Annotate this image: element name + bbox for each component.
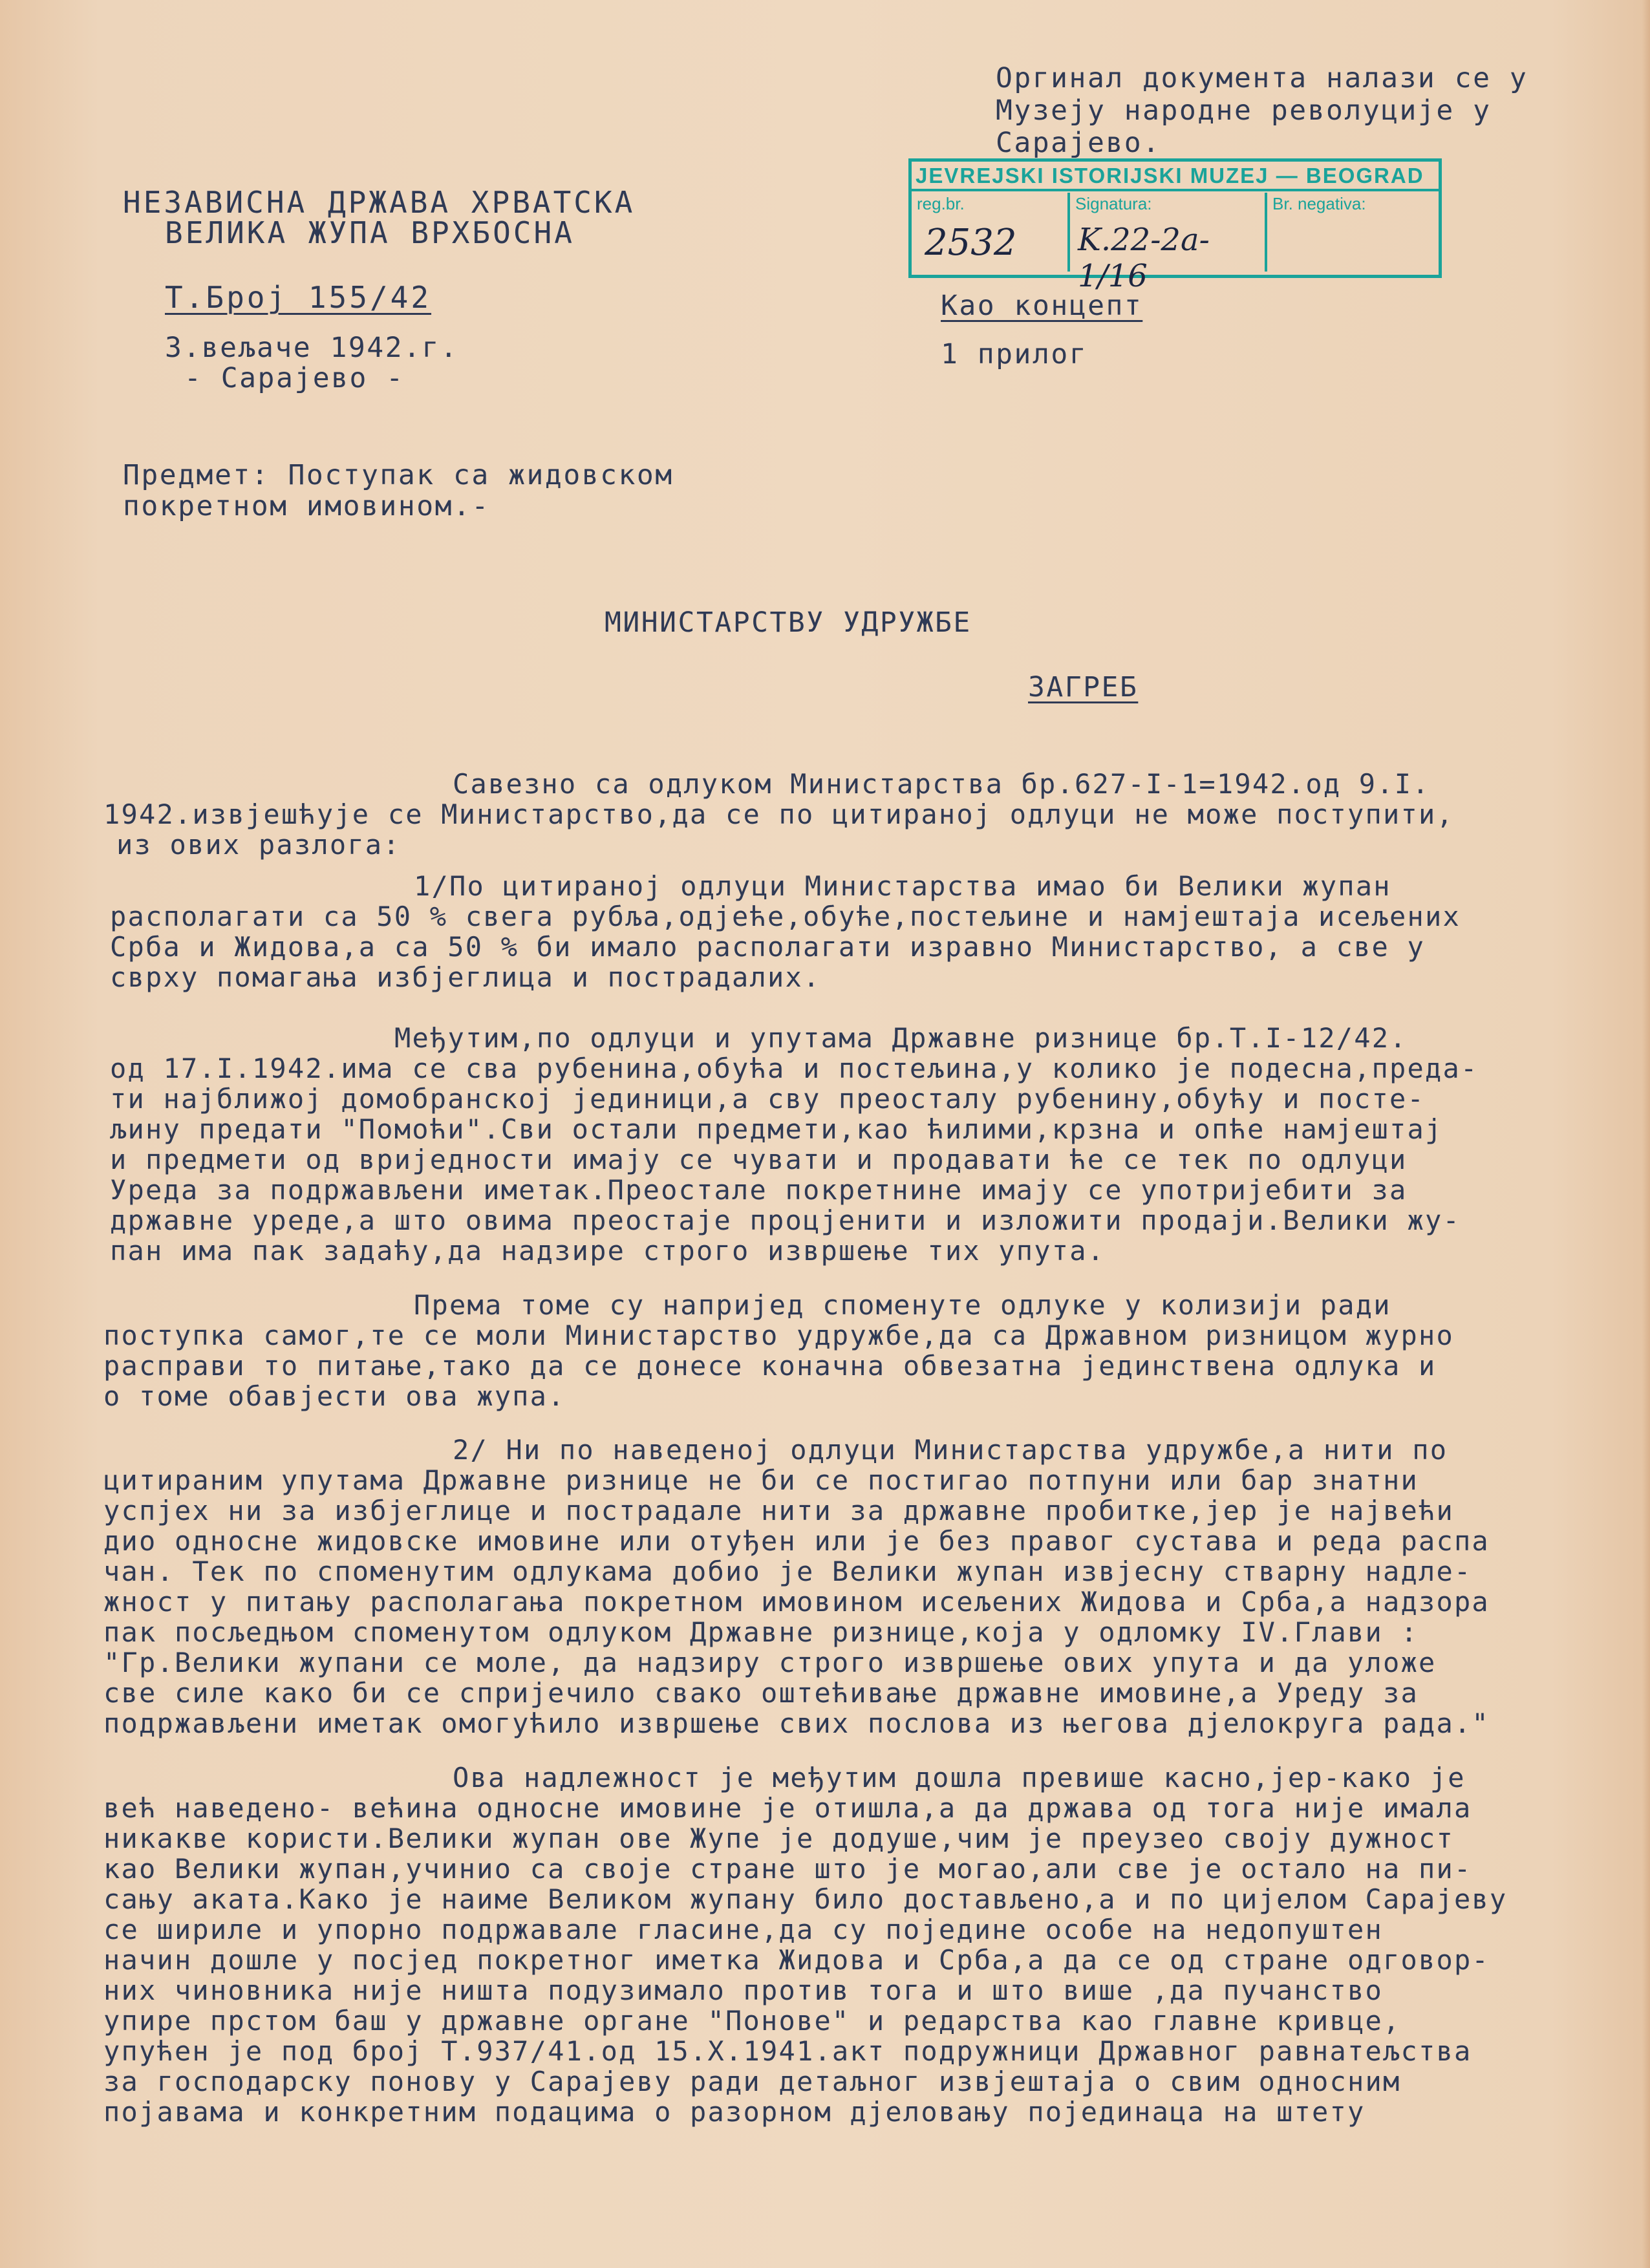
body-line: располагати са 50 % свега рубља,одјеће,обуће,постељине и намјештаја исељених <box>110 901 1461 932</box>
body-line: државне уреде,а што овима преостаје процјенити и изложити продаји.Велики жу- <box>110 1204 1461 1236</box>
body-line: о томе обавјести ова жупа. <box>103 1380 566 1412</box>
body-line: никакве користи.Велики жупан ове Жупе је додуше,чим је преузео своју дужност <box>103 1823 1454 1854</box>
body-line: 2/ Ни по наведеној одлуци Министарства удружбе,а нити по <box>453 1434 1448 1466</box>
body-line: "Гр.Велики жупани се моле, да надзиру строго извршење ових упута и да уложе <box>103 1647 1437 1678</box>
body-line: сању аката.Како је наиме Великом жупану било достављено,а и по цијелом Сарајеву <box>103 1883 1508 1915</box>
body-line: из ових разлога: <box>116 829 401 861</box>
body-line: 1942.извјешћује се Министарство,да се по цитираној одлуци не може поступити, <box>103 798 1454 830</box>
body-line: Савезно са одлуком Министарства бр.627-I-1=1942.од 9.I. <box>453 768 1430 800</box>
body-line: пан има пак задаћу,да надзире строго извршење тих упута. <box>110 1235 1106 1267</box>
body-line: Према томе су напријед споменуте одлуке у колизији ради <box>414 1289 1391 1321</box>
body-line: чан. Тек по споменутим одлукама добио је Велики жупан извјесну стварну надле- <box>103 1556 1472 1587</box>
document-place: - Сарајево - <box>184 362 405 394</box>
body-line: сврху помагања избјеглица и пострадалих. <box>110 961 821 993</box>
stamp-negativ-label: Br. negativa: <box>1272 194 1366 213</box>
stamp-signatura-value: K.22-2a-1/16 <box>1078 222 1210 294</box>
page-edge <box>1642 0 1650 2268</box>
body-line: поступка самог,те се моли Министарство удружбе,да са Државном ризницом журно <box>103 1320 1454 1351</box>
body-line: расправи то питање,тако да се донесе коначна обвезатна јединствена одлука и <box>103 1350 1437 1382</box>
body-line: упире прстом баш у државне органе "Понове" и редарства као главне кривце, <box>103 2005 1401 2037</box>
body-line: жност у питању располагања покретном имовином исељених Жидова и Срба,а надзора <box>103 1586 1490 1618</box>
body-line: 1/По цитираној одлуци Министарства имао би Велики жупан <box>414 870 1391 902</box>
state-name: НЕЗАВИСНА ДРЖАВА ХРВАТСКА <box>123 185 636 220</box>
body-line: као Велики жупан,учинио са своје стране што је могао,али све је остало на пи- <box>103 1853 1472 1885</box>
county-name: ВЕЛИКА ЖУПА ВРХБОСНА <box>165 215 575 250</box>
stamp-reg-cell <box>912 193 1070 272</box>
body-line: пак посљедњом споменутом одлуком Државне ризнице,која у одломку IV.Глави : <box>103 1616 1419 1648</box>
body-line: дио односне жидовске имовине или отуђен или је без правог сустава и реда распа <box>103 1525 1490 1557</box>
body-line: них чиновника није ништа подузимало против тога и што више ,да пучанство <box>103 1974 1384 2006</box>
stamp-signatura-cell <box>1070 193 1267 294</box>
attachment-label: 1 прилог <box>941 338 1088 370</box>
body-line: већ наведено- већина односне имовине је отишла,а да држава од тога није имала <box>103 1792 1472 1824</box>
archive-note-line-3: Сарајево. <box>996 127 1161 159</box>
recipient-city: ЗАГРЕБ <box>1028 671 1139 703</box>
recipient-ministry: МИНИСТАРСТВУ УДРУЖБЕ <box>605 606 972 639</box>
subject-line-1: Предмет: Поступак са жидовском <box>123 459 674 491</box>
archive-note-line-2: Музеју народне револуције у <box>996 94 1492 127</box>
document-date: 3.вељаче 1942.г. <box>165 332 459 364</box>
stamp-negativ-cell <box>1267 193 1432 272</box>
archive-note-line-1: Оргинал документа налази се у <box>996 62 1528 94</box>
body-line: и предмети од вриједности имају се чувати и продавати ће се тек по одлуци <box>110 1144 1408 1175</box>
document-number: Т.Број 155/42 <box>165 280 432 315</box>
body-line: се шириле и упорно подржавале гласине,да су поједине особе на недопуштен <box>103 1914 1384 1945</box>
stamp-signatura-label: Signatura: <box>1075 194 1152 213</box>
body-line: Уреда за подржављени иметак.Преостале покретнине имају се употријебити за <box>110 1174 1408 1206</box>
body-line: Ова надлежност је међутим дошла превише касно,јер-како је <box>453 1762 1466 1793</box>
subject-line-2: покретном имовином.- <box>123 490 490 522</box>
body-line: успјех ни за избјеглице и пострадале нити за државне пробитке,јер је највећи <box>103 1495 1454 1526</box>
body-line: подржављени иметак омогућило извршење свих послова из његова дјелокруга рада." <box>103 1707 1490 1739</box>
stamp-reg-value: 2532 <box>925 222 1017 264</box>
body-line: све силе како би се спријечило свако оштећивање државне имовине,а Уреду за <box>103 1677 1419 1709</box>
body-line: љину предати "Помоћи".Сви остали предмети,као ћилими,крзна и опће намјештај <box>110 1113 1443 1145</box>
body-line: цитираним упутама Државне ризнице не би се постигао потпуни или бар знатни <box>103 1464 1419 1496</box>
body-line: начин дошле у посјед покретног иметка Жидова и Срба,а да се од стране одговор- <box>103 1944 1490 1976</box>
body-line: упућен је под број Т.937/41.од 15.X.1941.акт подружници Државног равнатељства <box>103 2035 1472 2067</box>
body-line: појавама и конкретним подацима о разорном дјеловању појединаца на штету <box>103 2096 1366 2128</box>
stamp-title: JEVREJSKI ISTORIJSKI MUZEJ — BEOGRAD <box>912 160 1439 191</box>
stamp-reg-label: reg.br. <box>917 194 965 213</box>
museum-stamp <box>908 158 1442 294</box>
concept-label: Као концепт <box>941 290 1143 322</box>
body-line: за господарску понову у Сарајеву ради детаљног извјештаја о свим односним <box>103 2066 1401 2097</box>
body-line: Срба и Жидова,а са 50 % би имало располагати изравно Министарство, а све у <box>110 931 1425 963</box>
body-line: Међутим,по одлуци и упутама Државне ризнице бр.Т.I-12/42. <box>394 1022 1408 1054</box>
body-line: ти најближој домобранској јединици,а сву преосталу рубенину,обућу и посте- <box>110 1083 1425 1115</box>
body-line: од 17.I.1942.има се сва рубенина,обућа и постељина,у колико је подесна,преда- <box>110 1053 1479 1084</box>
